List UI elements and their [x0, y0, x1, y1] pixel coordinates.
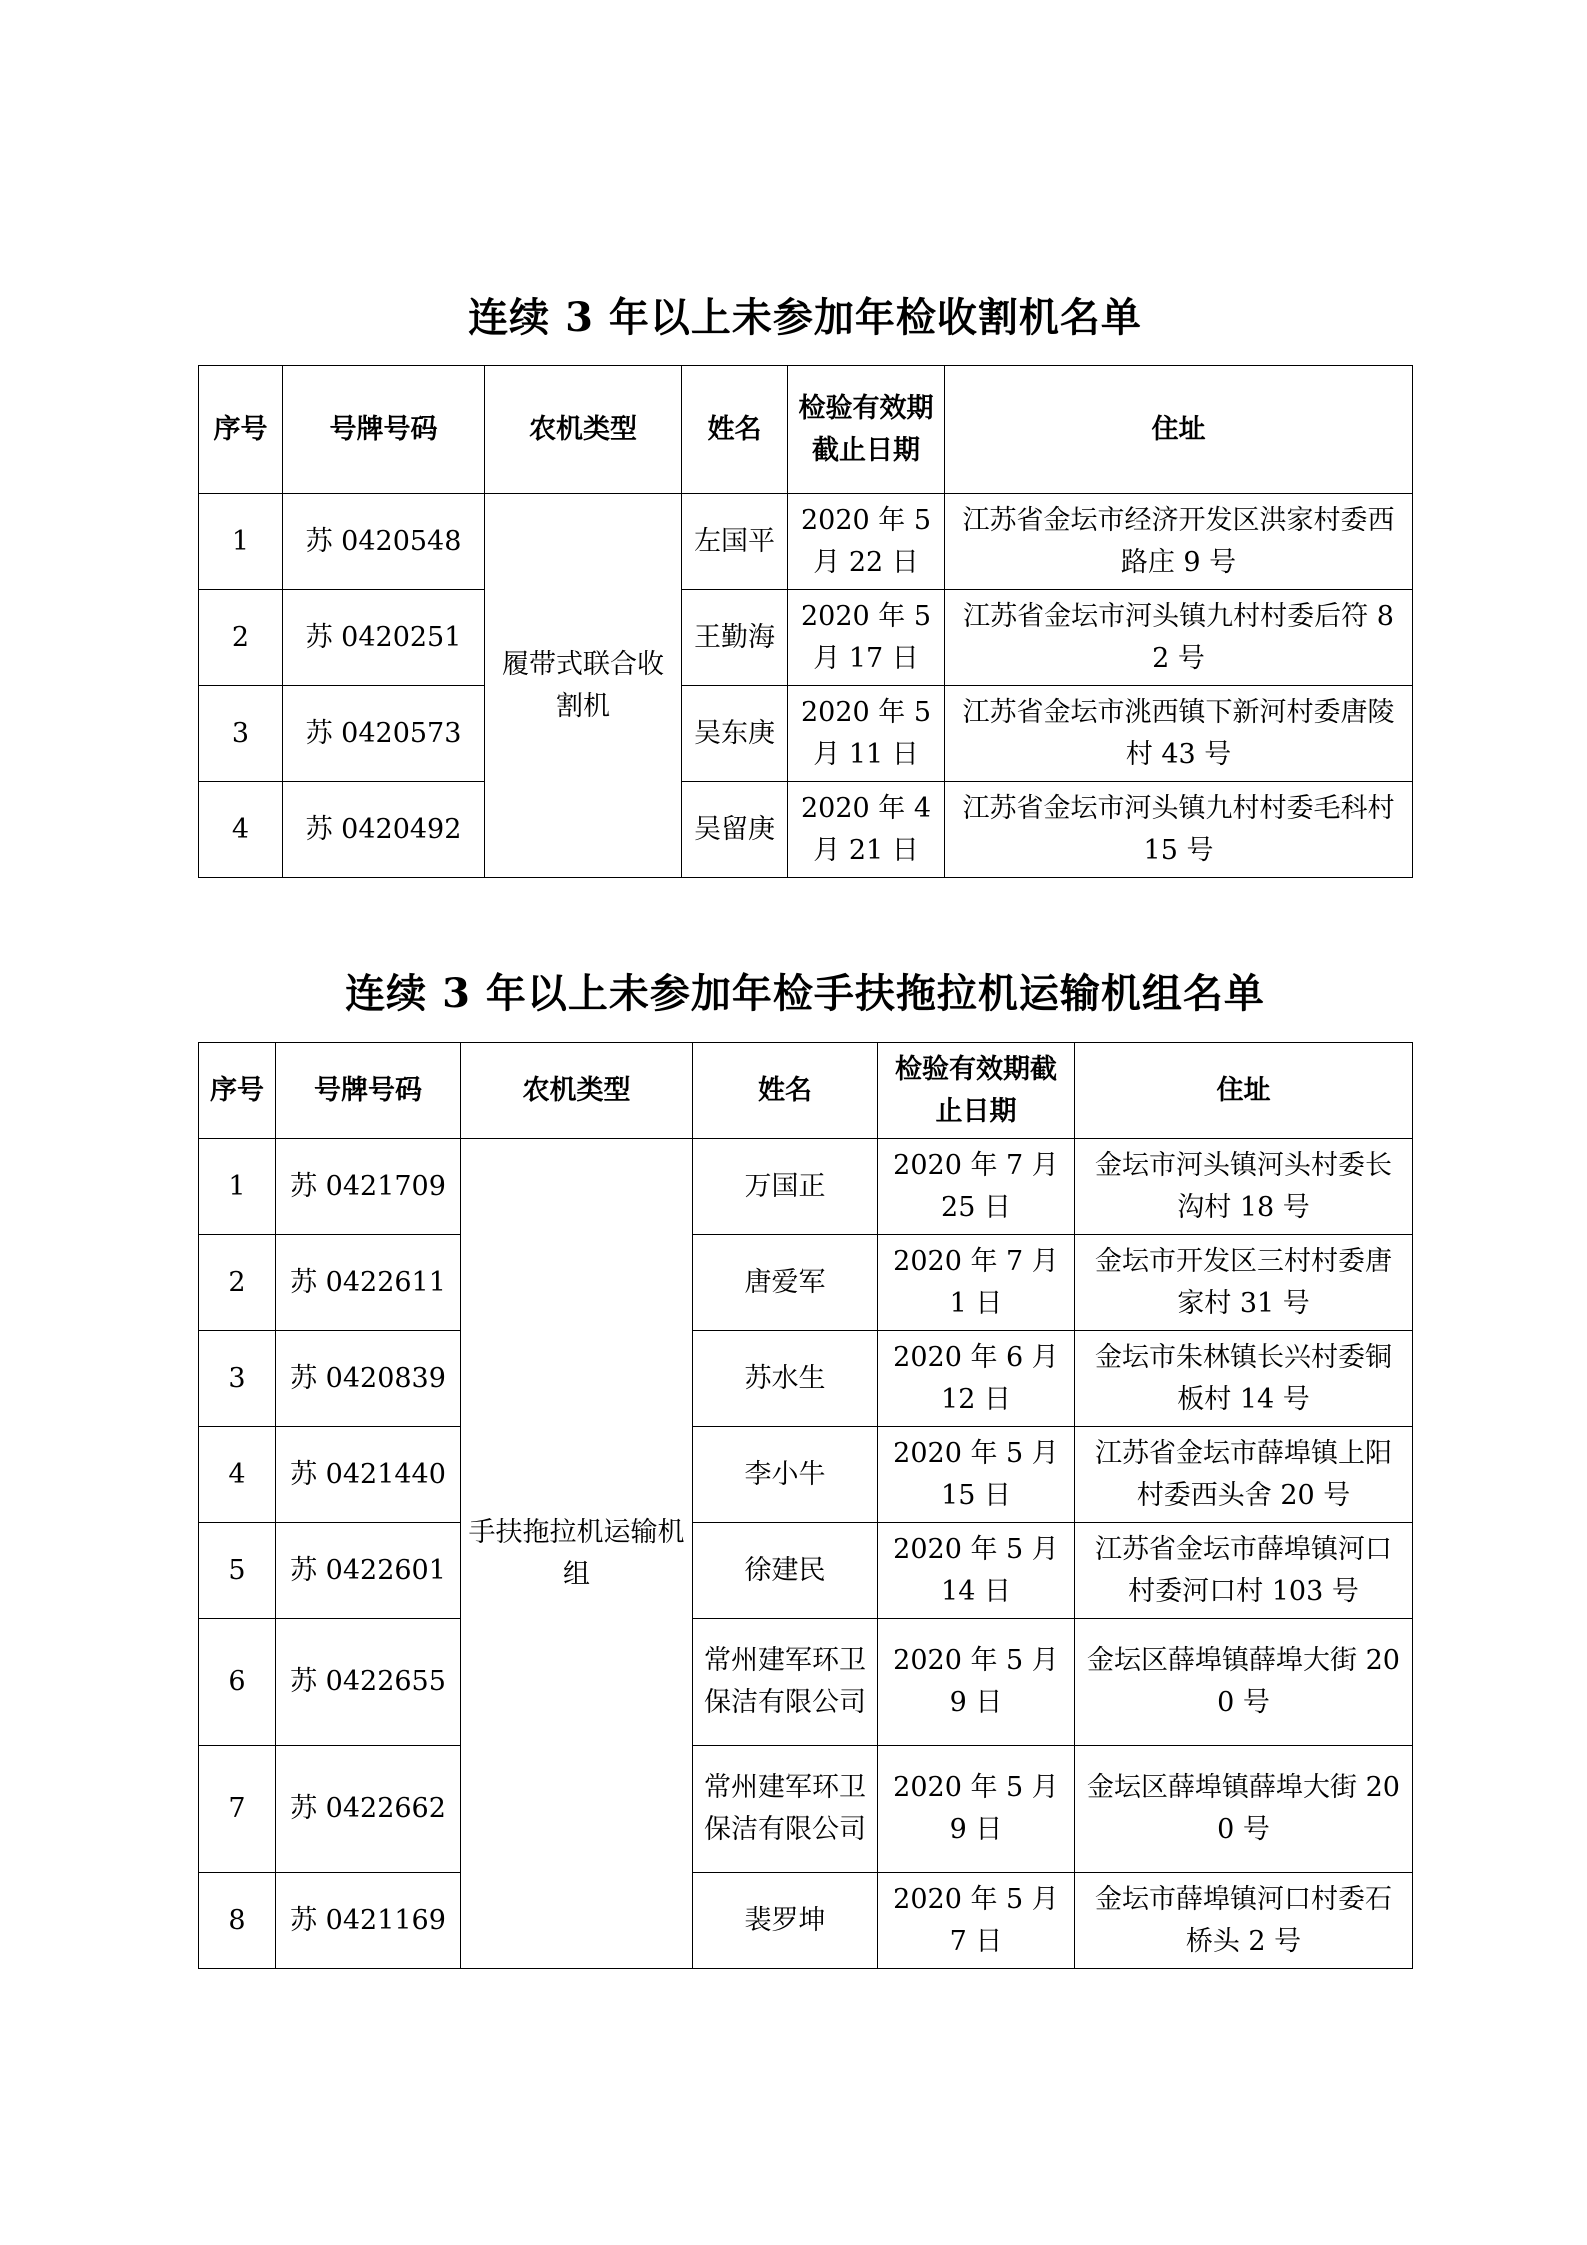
row-no: 7 — [199, 1746, 276, 1873]
row-expiry: 2020 年 5 月 22 日 — [788, 494, 945, 590]
table-row — [199, 1619, 1413, 1746]
row-owner: 吴留庚 — [682, 782, 788, 878]
machine-type-cell: 履带式联合收割机 — [485, 494, 682, 878]
row-owner: 唐爱军 — [693, 1235, 878, 1331]
table-row — [199, 1523, 1413, 1619]
harvester-list-title: 连续 3 年以上未参加年检收割机名单 — [468, 294, 1142, 341]
row-expiry: 2020 年 6 月 12 日 — [878, 1331, 1075, 1427]
row-expiry: 2020 年 5 月 11 日 — [788, 686, 945, 782]
row-plate: 苏 0421709 — [276, 1139, 461, 1235]
row-no: 2 — [199, 1235, 276, 1331]
machine-type-cell: 手扶拖拉机运输机组 — [461, 1139, 693, 1969]
col-header-no: 序号 — [199, 1043, 276, 1139]
row-address: 江苏省金坛市河头镇九村村委后符 82 号 — [945, 590, 1413, 686]
row-no: 5 — [199, 1523, 276, 1619]
row-address: 金坛市薛埠镇河口村委石桥头 2 号 — [1075, 1873, 1413, 1969]
row-owner: 苏水生 — [693, 1331, 878, 1427]
col-header-expiry: 检验有效期截止日期 — [788, 366, 945, 494]
col-header-type: 农机类型 — [485, 366, 682, 494]
row-plate: 苏 0421169 — [276, 1873, 461, 1969]
harvester-table — [198, 365, 1413, 878]
table-row — [199, 1746, 1413, 1873]
row-expiry: 2020 年 5 月 9 日 — [878, 1619, 1075, 1746]
row-plate: 苏 0420839 — [276, 1331, 461, 1427]
row-address: 金坛区薛埠镇薛埠大街 200 号 — [1075, 1619, 1413, 1746]
row-plate: 苏 0420548 — [283, 494, 485, 590]
row-owner: 王勤海 — [682, 590, 788, 686]
table-header-row — [199, 1043, 1413, 1139]
row-plate: 苏 0422601 — [276, 1523, 461, 1619]
row-address: 金坛市开发区三村村委唐家村 31 号 — [1075, 1235, 1413, 1331]
row-no: 3 — [199, 686, 283, 782]
row-address: 江苏省金坛市经济开发区洪家村委西路庄 9 号 — [945, 494, 1413, 590]
row-no: 1 — [199, 494, 283, 590]
table-row — [199, 1873, 1413, 1969]
row-expiry: 2020 年 5 月 15 日 — [878, 1427, 1075, 1523]
row-owner: 常州建军环卫保洁有限公司 — [693, 1746, 878, 1873]
row-address: 金坛市河头镇河头村委长沟村 18 号 — [1075, 1139, 1413, 1235]
row-address: 金坛区薛埠镇薛埠大街 200 号 — [1075, 1746, 1413, 1873]
table-row — [199, 1235, 1413, 1331]
table-row — [199, 782, 1413, 878]
row-expiry: 2020 年 7 月 25 日 — [878, 1139, 1075, 1235]
row-no: 6 — [199, 1619, 276, 1746]
row-expiry: 2020 年 7 月 1 日 — [878, 1235, 1075, 1331]
col-header-expiry: 检验有效期截止日期 — [878, 1043, 1075, 1139]
row-address: 江苏省金坛市薛埠镇河口村委河口村 103 号 — [1075, 1523, 1413, 1619]
row-plate: 苏 0422655 — [276, 1619, 461, 1746]
col-header-name: 姓名 — [693, 1043, 878, 1139]
col-header-no: 序号 — [199, 366, 283, 494]
row-plate: 苏 0420573 — [283, 686, 485, 782]
row-address: 金坛市朱林镇长兴村委铜板村 14 号 — [1075, 1331, 1413, 1427]
row-expiry: 2020 年 4 月 21 日 — [788, 782, 945, 878]
row-no: 3 — [199, 1331, 276, 1427]
table-row — [199, 590, 1413, 686]
col-header-name: 姓名 — [682, 366, 788, 494]
row-no: 4 — [199, 1427, 276, 1523]
tractor-list-title: 连续 3 年以上未参加年检手扶拖拉机运输机组名单 — [345, 970, 1265, 1017]
table-row — [199, 686, 1413, 782]
col-header-plate: 号牌号码 — [283, 366, 485, 494]
row-owner: 徐建民 — [693, 1523, 878, 1619]
col-header-address: 住址 — [1075, 1043, 1413, 1139]
row-address: 江苏省金坛市洮西镇下新河村委唐陵村 43 号 — [945, 686, 1413, 782]
col-header-plate: 号牌号码 — [276, 1043, 461, 1139]
row-expiry: 2020 年 5 月 14 日 — [878, 1523, 1075, 1619]
row-owner: 李小牛 — [693, 1427, 878, 1523]
row-owner: 裴罗坤 — [693, 1873, 878, 1969]
table-row — [199, 494, 1413, 590]
row-plate: 苏 0420251 — [283, 590, 485, 686]
row-no: 2 — [199, 590, 283, 686]
row-plate: 苏 0421440 — [276, 1427, 461, 1523]
row-plate: 苏 0420492 — [283, 782, 485, 878]
table-row — [199, 1427, 1413, 1523]
row-no: 8 — [199, 1873, 276, 1969]
row-address: 江苏省金坛市河头镇九村村委毛科村 15 号 — [945, 782, 1413, 878]
row-expiry: 2020 年 5 月 17 日 — [788, 590, 945, 686]
row-no: 1 — [199, 1139, 276, 1235]
table-row — [199, 1139, 1413, 1235]
row-expiry: 2020 年 5 月 9 日 — [878, 1746, 1075, 1873]
row-plate: 苏 0422611 — [276, 1235, 461, 1331]
col-header-type: 农机类型 — [461, 1043, 693, 1139]
tractor-table — [198, 1042, 1413, 1969]
row-owner: 常州建军环卫保洁有限公司 — [693, 1619, 878, 1746]
row-owner: 吴东庚 — [682, 686, 788, 782]
row-address: 江苏省金坛市薛埠镇上阳村委西头舍 20 号 — [1075, 1427, 1413, 1523]
row-plate: 苏 0422662 — [276, 1746, 461, 1873]
row-expiry: 2020 年 5 月 7 日 — [878, 1873, 1075, 1969]
row-owner: 左国平 — [682, 494, 788, 590]
row-no: 4 — [199, 782, 283, 878]
table-header-row — [199, 366, 1413, 494]
table-row — [199, 1331, 1413, 1427]
col-header-address: 住址 — [945, 366, 1413, 494]
row-owner: 万国正 — [693, 1139, 878, 1235]
